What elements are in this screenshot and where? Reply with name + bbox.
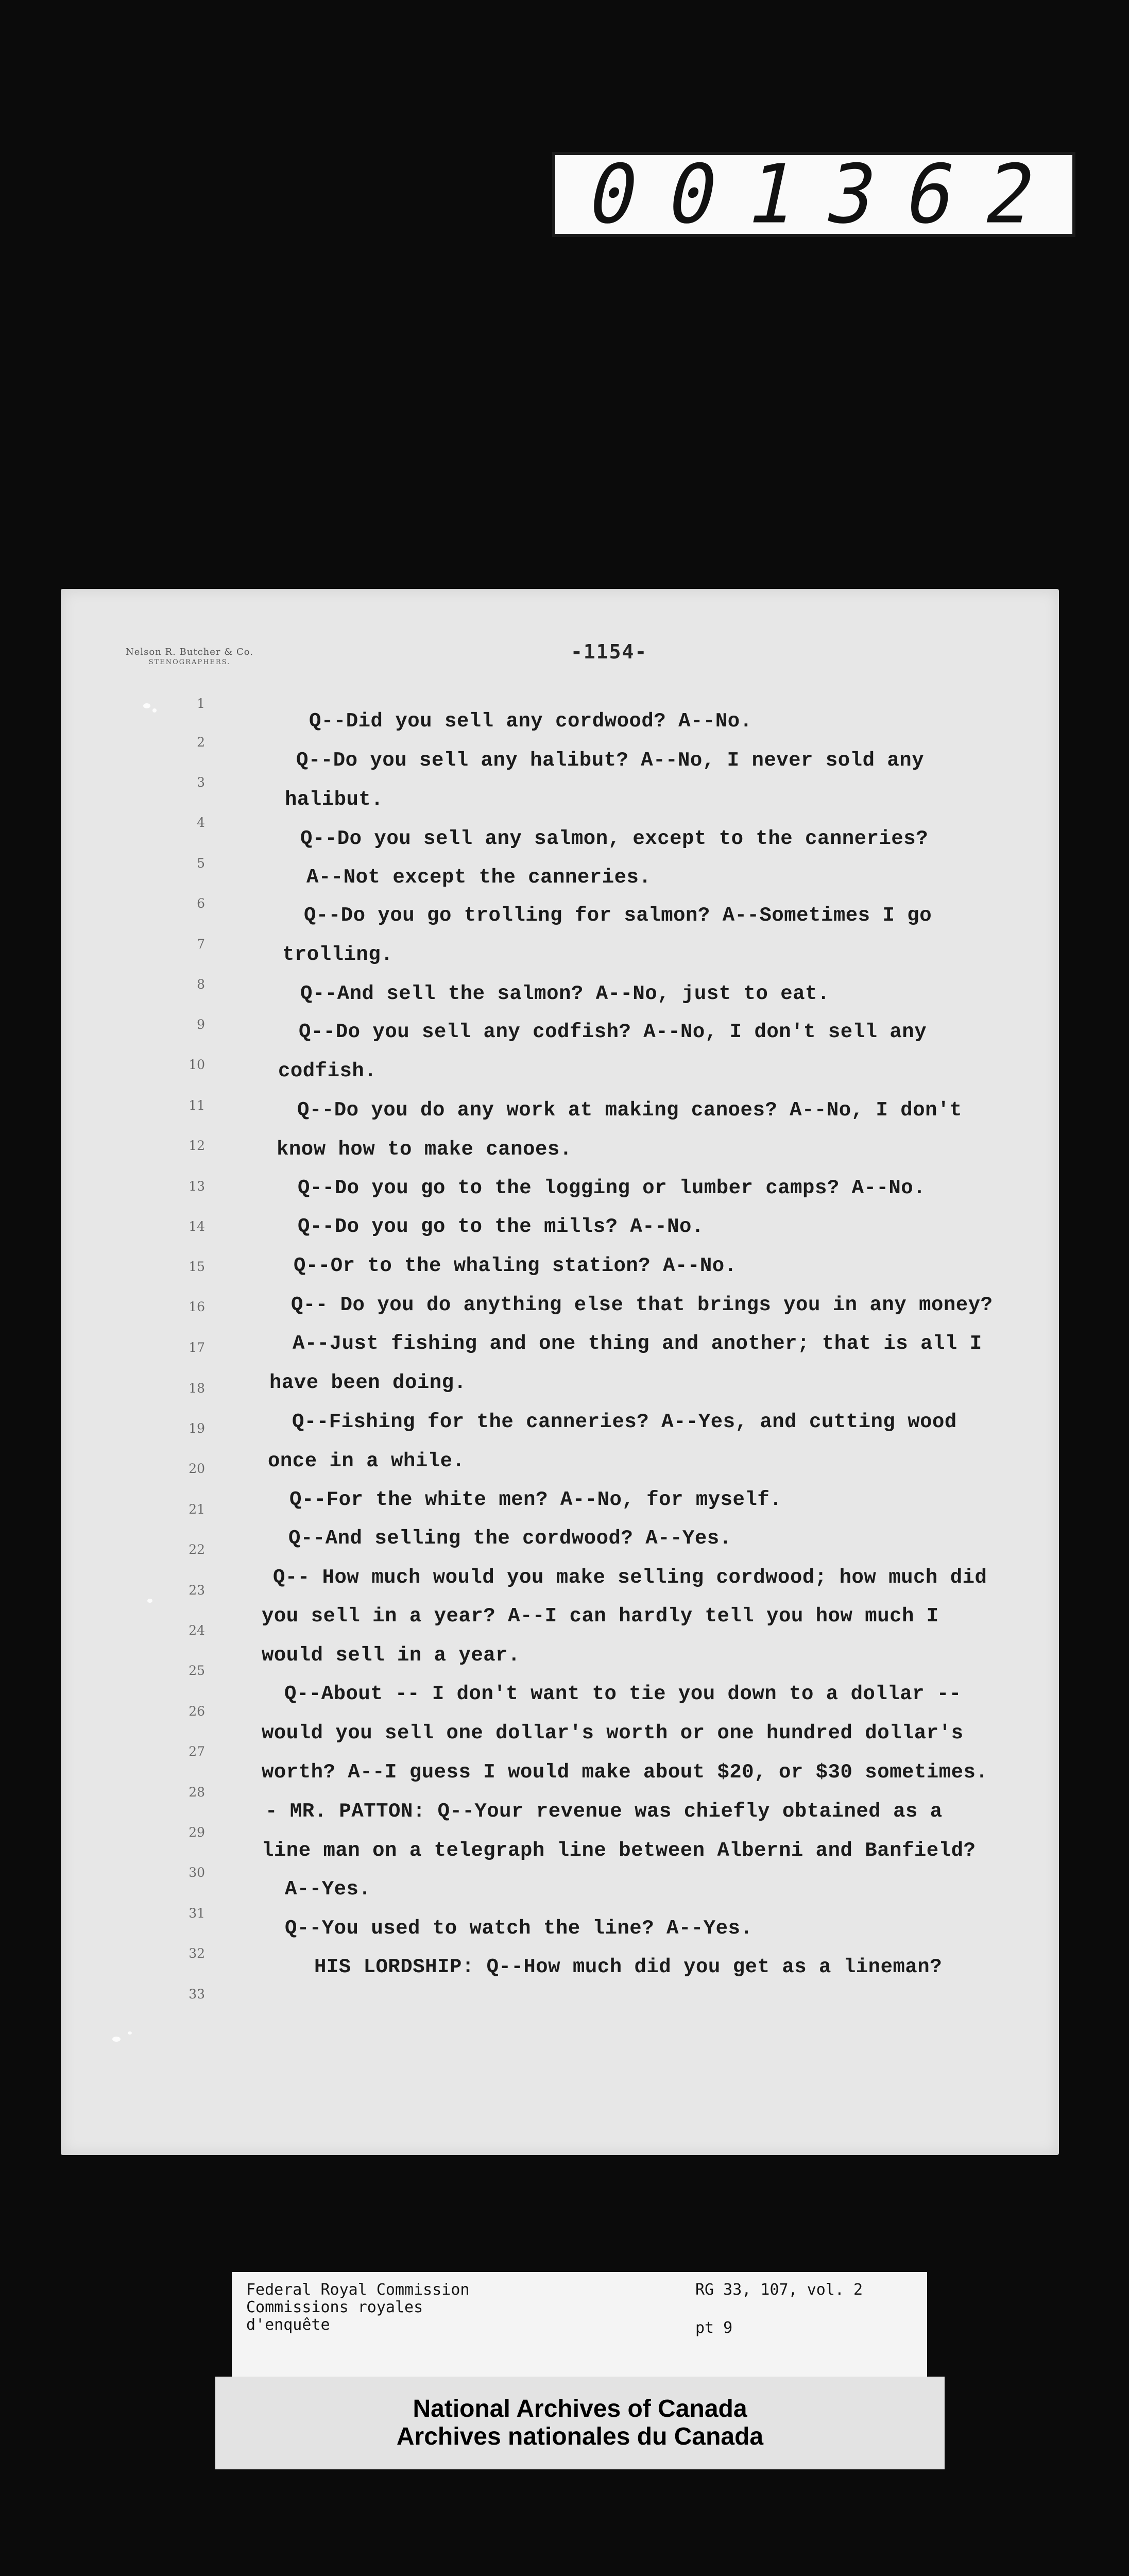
line-number: 24 [189, 1623, 205, 1638]
letterhead [112, 647, 267, 666]
line-number: 15 [189, 1259, 205, 1274]
transcript-line: Q--For the white men? A--No, for myself. [289, 1488, 782, 1511]
transcript-line: Q--About -- I don't want to tie you down to a dollar -- [284, 1683, 962, 1705]
transcript-line: would sell in a year. [262, 1644, 520, 1667]
line-number: 16 [189, 1299, 205, 1314]
archives-label [215, 2377, 945, 2469]
transcript-line: Q--Do you go to the logging or lumber camps? A--No. [298, 1177, 926, 1199]
transcript-line: Q--Do you sell any salmon, except to the canneries? [300, 827, 929, 850]
page-number: -1154- [571, 640, 648, 663]
line-number: 13 [189, 1179, 205, 1194]
line-number: 5 [197, 856, 205, 871]
transcript-line: A--Just fishing and one thing and another; that is all I [293, 1332, 982, 1355]
transcript-line: you sell in a year? A--I can hardly tell you how much I [262, 1605, 939, 1628]
line-number: 8 [197, 977, 205, 992]
speck [143, 703, 150, 708]
line-number: 12 [189, 1138, 205, 1153]
transcript-line: Q--Do you sell any codfish? A--No, I don't sell any [299, 1021, 927, 1043]
transcript-line: A--Not except the canneries. [306, 866, 652, 889]
transcript-line: would you sell one dollar's worth or one hundred dollar's [262, 1722, 964, 1744]
transcript-line: Q--Did you sell any cordwood? A--No. [309, 710, 752, 733]
archives-french: Archives nationales du Canada [396, 2423, 764, 2450]
transcript-line: HIS LORDSHIP: Q--How much did you get as a lineman? [314, 1956, 943, 1978]
line-number: 18 [189, 1381, 205, 1396]
archives-english: National Archives of Canada [413, 2395, 747, 2422]
transcript-line: Q--Do you sell any halibut? A--No, I never sold any [296, 749, 925, 772]
transcript-page [61, 589, 1059, 2155]
frame-digit: 0 [659, 147, 730, 242]
frame-number-label [552, 147, 1075, 242]
transcript-line: worth? A--I guess I would make about $20, or $30 sometimes. [262, 1761, 988, 1784]
transcript-line: Q--Do you go to the mills? A--No. [298, 1215, 704, 1238]
line-number: 14 [189, 1219, 205, 1234]
line-number: 9 [197, 1017, 205, 1032]
catalog-line-2: Commissions royales [246, 2298, 423, 2316]
line-number: 26 [189, 1704, 205, 1719]
frame-digit: 1 [739, 147, 810, 242]
line-number: 17 [189, 1340, 205, 1355]
line-number: 7 [197, 937, 205, 952]
letterhead-firm: Nelson R. Butcher & Co. [125, 647, 253, 657]
transcript-line: Q--You used to watch the line? A--Yes. [285, 1917, 753, 1940]
transcript-line: Q--And selling the cordwood? A--Yes. [288, 1527, 732, 1550]
line-number: 21 [189, 1502, 205, 1517]
transcript-line: have been doing. [269, 1371, 467, 1394]
transcript-line: Q--Fishing for the canneries? A--Yes, and cutting wood [292, 1411, 957, 1433]
frame-digit: 0 [580, 147, 651, 242]
transcript-line: Q--Do you do any work at making canoes? A--No, I don't [297, 1099, 962, 1122]
speck [112, 2037, 121, 2042]
transcript-line: Q-- How much would you make selling cordwood; how much did [273, 1566, 987, 1589]
line-number: 1 [197, 696, 205, 711]
transcript-line: Q--Do you go trolling for salmon? A--Sometimes I go [304, 904, 932, 927]
line-number: 2 [197, 735, 205, 750]
letterhead-subtitle: STENOGRAPHERS. [148, 658, 231, 666]
transcript-line: line man on a telegraph line between Alberni and Banfield? [262, 1839, 976, 1862]
line-number: 3 [197, 775, 205, 790]
line-number: 29 [189, 1825, 205, 1840]
transcript-line: A--Yes. [285, 1878, 371, 1901]
line-number: 11 [189, 1098, 205, 1113]
transcript-line: halibut. [285, 788, 384, 811]
transcript-line: - MR. PATTON: Q--Your revenue was chiefly obtained as a [265, 1800, 943, 1823]
transcript-line: Q-- Do you do anything else that brings you in any money? [291, 1294, 993, 1316]
line-number: 20 [189, 1461, 205, 1476]
line-number: 19 [189, 1421, 205, 1436]
speck [152, 708, 157, 713]
catalog-line-3: d'enquête [246, 2316, 330, 2334]
catalog-reference: RG 33, 107, vol. 2 [695, 2281, 863, 2299]
line-number: 33 [189, 1987, 205, 2002]
speck [147, 1599, 152, 1603]
line-number: 32 [189, 1946, 205, 1961]
transcript-line: Q--And sell the salmon? A--No, just to eat. [300, 982, 830, 1005]
frame-digit: 2 [977, 147, 1048, 242]
transcript-line: Q--Or to the whaling station? A--No. [294, 1255, 737, 1277]
line-number: 28 [189, 1785, 205, 1800]
transcript-line: trolling. [282, 943, 394, 966]
line-number: 25 [189, 1663, 205, 1678]
catalog-label [232, 2272, 927, 2380]
catalog-part: pt 9 [695, 2319, 733, 2337]
frame-digit: 6 [897, 147, 968, 242]
line-number: 30 [189, 1865, 205, 1880]
line-number: 6 [197, 896, 205, 911]
speck [128, 2031, 132, 2035]
line-number: 27 [189, 1744, 205, 1759]
frame-digit: 3 [818, 147, 889, 242]
transcript-line: codfish. [278, 1060, 377, 1082]
transcript-line: once in a while. [268, 1450, 465, 1472]
line-number: 22 [189, 1542, 205, 1557]
line-number: 23 [189, 1583, 205, 1598]
line-number: 10 [189, 1057, 205, 1072]
line-number: 4 [197, 815, 205, 830]
transcript-line: know how to make canoes. [277, 1138, 572, 1161]
line-number: 31 [189, 1906, 205, 1921]
catalog-line-1: Federal Royal Commission [246, 2281, 470, 2299]
